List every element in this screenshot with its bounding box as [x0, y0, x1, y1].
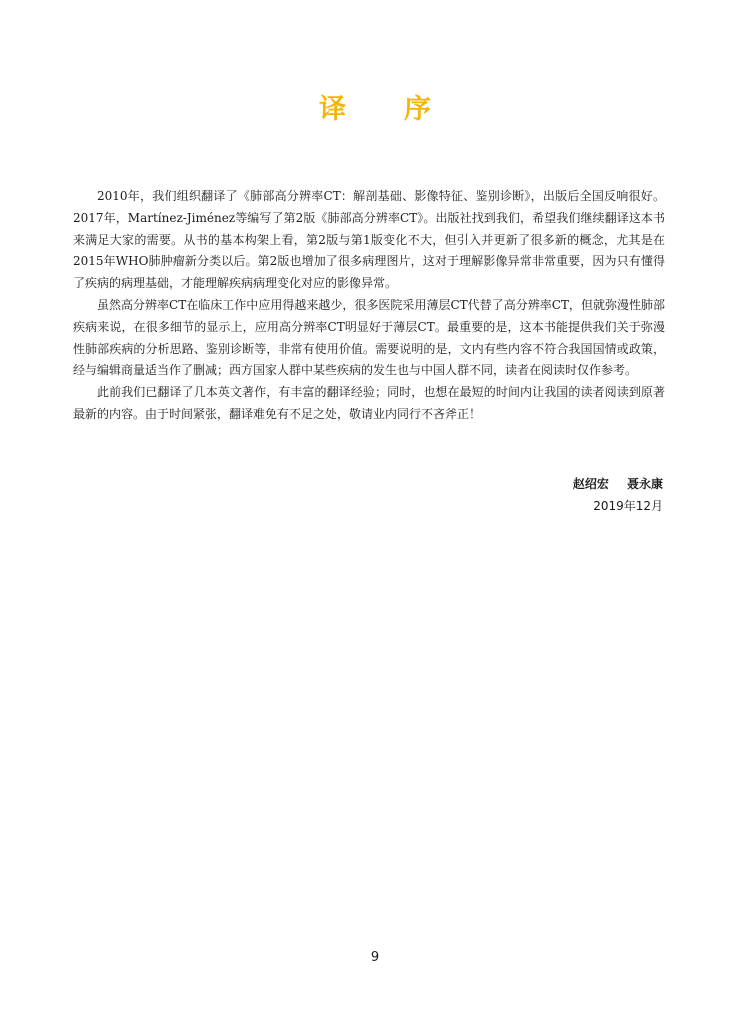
page-title: 译序 [319, 94, 489, 125]
paragraph-1: 2010年，我们组织翻译了《肺部高分辨率CT：解剖基础、影像特征、鉴别诊断》，出版后全国反响很好。2017年，Martínez-Jiménez等编写了第2版《肺部高分辨率CT》。出版社找到我们，希望我们继续翻译这本书来满足大家的需要。从书的基本构架上看，第2版与第1版变化不大，但引入并更新了很多新的概念，尤其是在2015年WHO肺肿瘤新分类以后。第2版也增加了很多病理图片，这对于理解影像异常非常重要，因为只有懂得了疾病的病理基础，才能理解疾病病理变化对应的影像异常。 [73, 189, 665, 291]
translator-names: 赵绍宏 聂永康 [572, 477, 663, 491]
page-number: 9 [370, 950, 380, 965]
preface-body [73, 186, 665, 426]
signature-date: 2019年12月 [593, 499, 663, 513]
paragraph-2: 虽然高分辨率CT在临床工作中应用得越来越少，很多医院采用薄层CT代替了高分辨率CT，但就弥漫性肺部疾病来说，在很多细节的显示上，应用高分辨率CT明显好于薄层CT。最重要的是，这本书能提供我们关于弥漫性肺部疾病的分析思路、鉴别诊断等，非常有使用价值。需要说明的是，文内有些内容不符合我国国情或政策，经与编辑商量适当作了删减；西方国家人群中某些疾病的发生也与中国人群不同，读者在阅读时仅作参考。 [73, 297, 665, 378]
signature-block [573, 473, 663, 517]
paragraph-3: 此前我们已翻译了几本英文著作，有丰富的翻译经验；同时，也想在最短的时间内让我国的读者阅读到原著最新的内容。由于时间紧张，翻译难免有不足之处，敬请业内同行不吝斧正！ [73, 385, 665, 421]
